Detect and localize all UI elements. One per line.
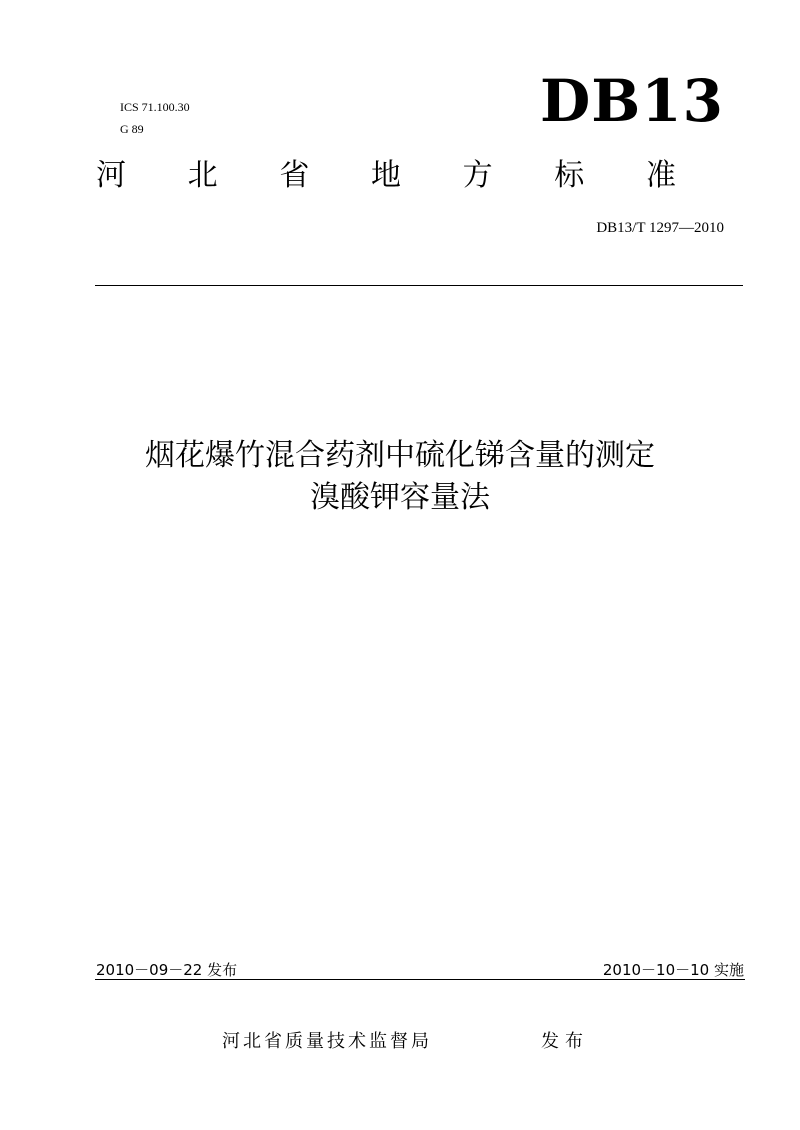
classification-code: G 89 (120, 122, 144, 136)
standard-type-char: 北 (187, 158, 218, 193)
standard-type-heading (96, 156, 676, 196)
implementation-date: 2010－10－10 实施 (602, 961, 744, 979)
issue-date: 2010－09－22 发布 (96, 961, 238, 979)
standard-type-char: 标 (554, 158, 585, 193)
standard-type-char: 省 (279, 158, 310, 193)
header-divider (95, 285, 743, 286)
standard-type-char: 方 (462, 158, 493, 193)
standard-number: DB13/T 1297—2010 (596, 220, 724, 236)
issued-label: 发布 (541, 1031, 589, 1052)
ics-code: ICS 71.100.30 (120, 100, 190, 114)
document-title-line-1: 烟花爆竹混合药剂中硫化锑含量的测定 (145, 438, 655, 473)
standard-type-char: 地 (370, 158, 401, 193)
document-title-line-2: 溴酸钾容量法 (310, 480, 490, 515)
issuing-authority: 河北省质量技术监督局 (222, 1031, 432, 1052)
standard-type-char: 河 (96, 158, 126, 193)
standard-type-char: 准 (645, 158, 676, 193)
footer-divider (95, 979, 745, 980)
standard-logo: DB13 (539, 67, 724, 135)
